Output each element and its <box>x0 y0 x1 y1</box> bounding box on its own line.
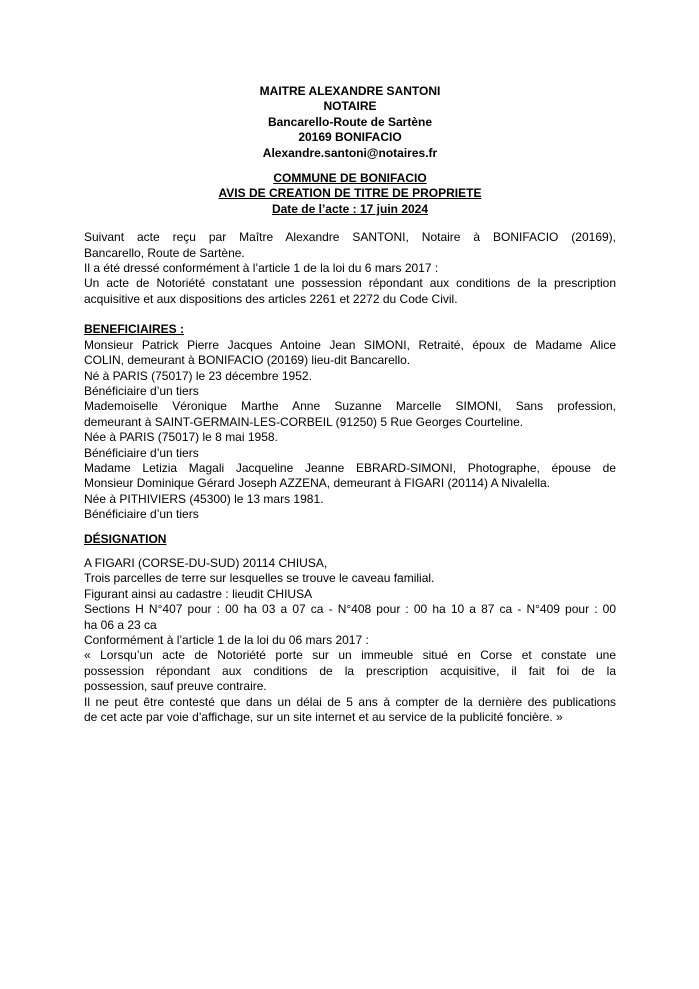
designation-line: de cet acte par voie d’affichage, sur un site internet et au service de la publicité foncière. » <box>84 710 563 725</box>
designation-body <box>84 556 616 725</box>
beneficiary-line: Née à PITHIVIERS (45300) le 13 mars 1981. <box>84 491 324 506</box>
intro-line: Un acte de Notoriété constatant une possession répondant aux conditions de la prescription <box>84 276 616 291</box>
avis-title: AVIS DE CREATION DE TITRE DE PROPRIETE <box>218 186 482 201</box>
notary-email: Alexandre.santoni@notaires.fr <box>262 145 438 160</box>
designation-line: ha 06 a 23 ca <box>84 617 157 632</box>
designation-line: « Lorsqu’un acte de Notoriété porte sur un immeuble situé en Corse et constate une <box>84 648 616 663</box>
designation-line: possession répondant aux conditions de la prescription acquisitive, il fait foi de la <box>84 663 616 678</box>
beneficiary-line: Né à PARIS (75017) le 23 décembre 1952. <box>84 368 312 383</box>
designation-line: possession, sauf preuve contraire. <box>84 679 267 694</box>
designation-line: Figurant ainsi au cadastre : lieudit CHIUSA <box>84 586 313 601</box>
beneficiary-line: Bénéficiaire d’un tiers <box>84 507 199 522</box>
designation-line: Conformément à l’article 1 de la loi du 06 mars 2017 : <box>84 633 369 647</box>
intro-line: Bancarello, Route de Sartène. <box>84 245 245 260</box>
designation-line: Il ne peut être contesté que dans un délai de 5 ans à compter de la dernière des publications <box>84 694 616 709</box>
beneficiary-line: Née à PARIS (75017) le 8 mai 1958. <box>84 430 278 445</box>
acte-date-title: Date de l’acte : 17 juin 2024 <box>271 201 429 216</box>
notary-postal-city: 20169 BONIFACIO <box>298 130 402 145</box>
designation-heading: DÉSIGNATION <box>84 531 167 546</box>
beneficiary-line: Monsieur Patrick Pierre Jacques Antoine Jean SIMONI, Retraité, époux de Madame Alice <box>84 337 616 352</box>
designation-line: A FIGARI (CORSE-DU-SUD) 20114 CHIUSA, <box>84 555 328 570</box>
notary-street: Bancarello-Route de Sartène <box>267 114 433 129</box>
notary-letterhead <box>84 84 616 161</box>
beneficiaries-section <box>84 322 616 522</box>
beneficiary-line: Bénéficiaire d’un tiers <box>84 383 199 398</box>
beneficiary-line: Madame Letizia Magali Jacqueline Jeanne EBRARD-SIMONI, Photographe, épouse de <box>84 460 616 475</box>
beneficiary-line: demeurant à SAINT-GERMAIN-LES-CORBEIL (91250) 5 Rue Georges Courteline. <box>84 414 524 429</box>
document-content <box>84 84 616 725</box>
beneficiary-line: Mademoiselle Véronique Marthe Anne Suzanne Marcelle SIMONI, Sans profession, <box>84 399 616 414</box>
beneficiary-line: Bénéficiaire d’un tiers <box>84 445 199 460</box>
beneficiaries-heading: BENEFICIAIRES : <box>84 322 185 337</box>
notary-title: NOTAIRE <box>323 99 377 114</box>
intro-line: acquisitive et aux dispositions des articles 2261 et 2272 du Code Civil. <box>84 291 458 306</box>
intro-line: Il a été dressé conformément à l’article 1 de la loi du 6 mars 2017 : <box>84 261 439 276</box>
intro-line: Suivant acte reçu par Maître Alexandre SANTONI, Notaire à BONIFACIO (20169), <box>84 230 616 245</box>
commune-title: COMMUNE DE BONIFACIO <box>273 171 427 186</box>
designation-line: Sections H N°407 pour : 00 ha 03 a 07 ca - N°408 pour : 00 ha 10 a 87 ca - N°409 pour : 00 <box>84 602 616 617</box>
document-title-block <box>84 171 616 217</box>
intro-paragraph <box>84 230 616 307</box>
beneficiary-line: Monsieur Dominique Gérard Joseph AZZENA, demeurant à FIGARI (20114) A Nivalella. <box>84 476 550 491</box>
designation-line: Trois parcelles de terre sur lesquelles se trouve le caveau familial. <box>84 571 435 586</box>
designation-section <box>84 532 616 726</box>
notary-name: MAITRE ALEXANDRE SANTONI <box>259 84 441 98</box>
beneficiary-line: COLIN, demeurant à BONIFACIO (20169) lieu-dit Bancarello. <box>84 353 411 368</box>
